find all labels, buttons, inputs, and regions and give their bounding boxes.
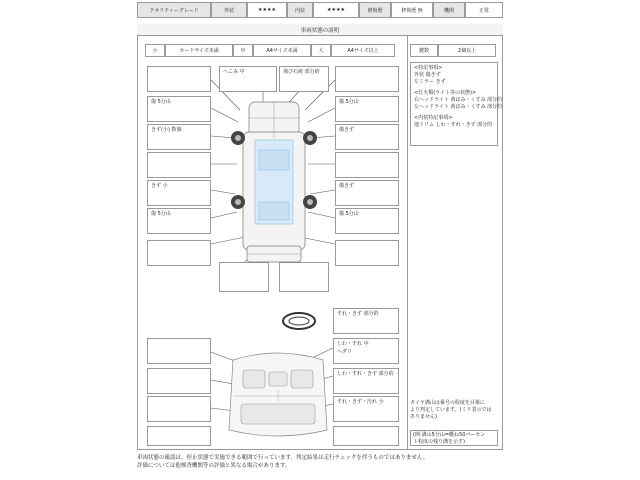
size-large-desc: A4サイズ以上 <box>331 44 395 57</box>
interior-box-left-2 <box>147 368 211 394</box>
tire-note-example-box <box>410 430 498 446</box>
exterior-box-left-2: 傷 5分山 <box>147 96 211 122</box>
footer-disclaimer-2: 評価については他検査機関等の評価と異なる場合があります。 <box>137 463 291 469</box>
header-quality-label: クオリティーグレード <box>137 2 211 18</box>
special-notes-title: <特記事項> <box>414 65 443 71</box>
exterior-box-top-2: 飛び石痕 部分的 <box>279 66 329 92</box>
interior-box-left-4 <box>147 426 211 446</box>
tire-note-line-2: より判定しています。(ミリ表示では <box>410 407 492 413</box>
interior-box-right-2: しわ・すれ・きず 部分的 <box>333 368 399 394</box>
exterior-box-right-7 <box>335 240 399 266</box>
interior-box-right-1 <box>333 338 399 364</box>
exterior-box-left-4 <box>147 152 211 178</box>
interior-box-left-3 <box>147 396 211 422</box>
key-count-label: 鍵数 <box>410 44 438 57</box>
header-interior-label: 内装 <box>287 2 313 18</box>
size-small-label: 小 <box>145 44 165 57</box>
sheet-title: 車両状態の説明 <box>137 24 503 36</box>
exterior-box-left-3: きず(小) 数個 <box>147 124 211 150</box>
interior-notes-title: <内装特記事項> <box>414 115 453 121</box>
footer-disclaimer-1: 車両状態の確認は、停止状態で実施できる範囲で行っています。判定結果は走行チェックを伴うものではありません。 <box>137 455 429 461</box>
exterior-box-left-7 <box>147 240 211 266</box>
tire-note-line-4: (例:溝山5分山=概ね50パーセン <box>413 432 486 438</box>
lights-note-1: 右ヘッドライト 黄ばみ・くすみ 部分的 <box>414 97 503 103</box>
interior-right-1-line-2: へダリ <box>337 349 353 355</box>
header-repair-value: 修復歴 無 <box>391 2 433 18</box>
notes-panel <box>410 62 503 146</box>
key-count-value: 2個以上 <box>438 44 496 57</box>
size-large-label: 大 <box>311 44 331 57</box>
interior-box-right-3: すれ・きず・汚れ 小 <box>333 396 399 422</box>
size-medium-label: 中 <box>233 44 253 57</box>
interior-box-left-1 <box>147 338 211 364</box>
lights-note-2: 左ヘッドライト 黄ばみ・くすみ 部分的 <box>414 104 503 110</box>
interior-note-1: 他ドリム しわ・すれ・きず 部分的 <box>414 122 493 128</box>
size-small-desc: カードサイズ未満 <box>165 44 233 57</box>
tire-note-line-1: タイヤ溝山は番号の程度を目視に <box>410 400 485 406</box>
exterior-box-right-5: 傷きず <box>335 180 399 206</box>
car-interior-view-icon <box>223 350 333 440</box>
car-top-view-icon <box>229 98 319 268</box>
exterior-box-right-2: 傷 5分山 <box>335 96 399 122</box>
header-engine-value: 正常 <box>465 2 503 18</box>
exterior-box-right-3: 傷きず <box>335 124 399 150</box>
exterior-box-right-6: 傷 5分山 <box>335 208 399 234</box>
interior-box-right-4 <box>333 426 399 446</box>
header-exterior-value: ★★★★ <box>247 2 287 18</box>
header-exterior-label: 外装 <box>211 2 247 18</box>
tire-note-line-3: ありません) <box>410 414 437 420</box>
header-repair-label: 修復歴 <box>359 2 391 18</box>
exterior-box-right-4 <box>335 152 399 178</box>
special-note-2: 左ミラー きず <box>414 79 446 85</box>
tire-note <box>410 400 500 448</box>
panel-divider <box>407 36 408 450</box>
size-medium-desc: A4サイズ未満 <box>253 44 311 57</box>
header-interior-value: ★★★★ <box>313 2 359 18</box>
interior-diagram-area <box>145 300 401 448</box>
exterior-box-left-6: 傷 5分山 <box>147 208 211 234</box>
exterior-box-left-5: きず 小 <box>147 180 211 206</box>
exterior-diagram-area <box>145 62 401 294</box>
exterior-box-top-left <box>147 66 211 92</box>
header-engine-label: 機関 <box>433 2 465 18</box>
tire-note-line-5: ト程度の残り溝を示す) <box>413 439 465 445</box>
exterior-box-top-right <box>335 66 399 92</box>
special-note-1: 外装 傷きず <box>414 72 441 78</box>
exterior-box-top-1: へこみ 中 <box>219 66 277 92</box>
interior-right-1-line-1: しわ・すれ 中 <box>337 341 369 347</box>
lights-notes-title: <灯火類(ライト等の状態)> <box>414 90 477 96</box>
interior-box-wheel: すれ・きず 部分的 <box>333 308 399 334</box>
